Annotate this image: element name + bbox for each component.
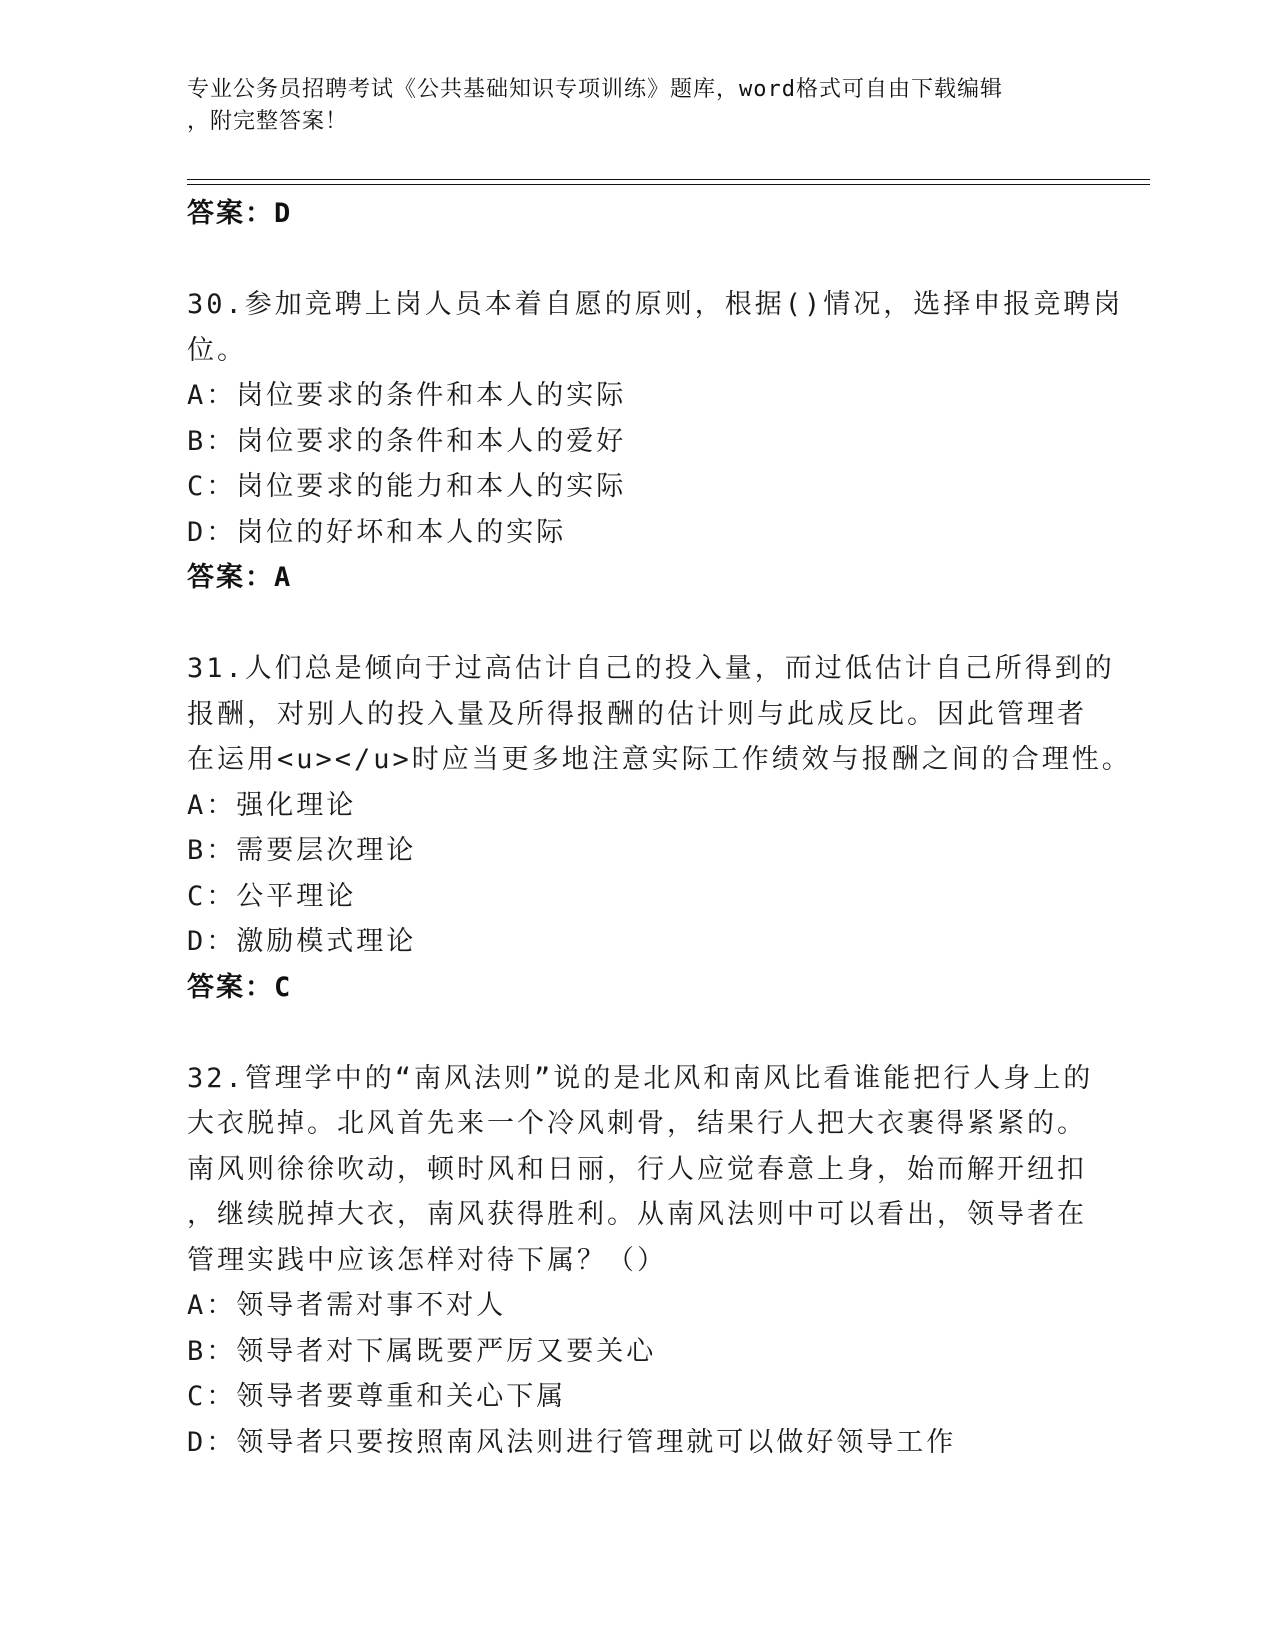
question-30-text-line-2: 位。 xyxy=(187,334,247,366)
question-30-text-line-1: 30.参加竞聘上岗人员本着自愿的原则，根据()情况，选择申报竞聘岗 xyxy=(187,289,1124,320)
question-31-text-line-2: 报酬，对别人的投入量及所得报酬的估计则与此成反比。因此管理者 xyxy=(187,698,1087,730)
question-30-option-b: B：岗位要求的条件和本人的爱好 xyxy=(187,425,627,457)
header-rule-top xyxy=(187,179,1150,180)
document-header xyxy=(187,74,1067,138)
question-32-text-line-3: 南风则徐徐吹动，顿时风和日丽，行人应觉春意上身，始而解开纽扣 xyxy=(187,1153,1087,1185)
question-32-text-line-5: 管理实践中应该怎样对待下属？（） xyxy=(187,1244,667,1276)
header-line-2: ，附完整答案！ xyxy=(187,109,349,134)
answer-30: 答案：A xyxy=(187,562,293,593)
question-32-text-line-2: 大衣脱掉。北风首先来一个冷风刺骨，结果行人把大衣裹得紧紧的。 xyxy=(187,1108,1087,1139)
question-32-text-line-4: ，继续脱掉大衣，南风获得胜利。从南风法则中可以看出，领导者在 xyxy=(187,1199,1087,1230)
question-32-option-a: A：领导者需对事不对人 xyxy=(187,1290,507,1321)
question-30 xyxy=(187,282,1124,601)
question-32-text-line-1: 32.管理学中的“南风法则”说的是北风和南风比看谁能把行人身上的 xyxy=(187,1062,1094,1094)
question-32-option-b: B：领导者对下属既要严厉又要关心 xyxy=(187,1335,657,1367)
header-line-1: 专业公务员招聘考试《公共基础知识专项训练》题库，word格式可自由下载编辑 xyxy=(187,77,1003,102)
question-31-option-d: D：激励模式理论 xyxy=(187,926,417,957)
question-30-option-c: C：岗位要求的能力和本人的实际 xyxy=(187,471,627,502)
question-31-option-a: A：强化理论 xyxy=(187,789,357,821)
header-rule-bottom xyxy=(187,184,1150,185)
question-30-option-d: D：岗位的好坏和本人的实际 xyxy=(187,516,567,548)
answer-29: 答案：D xyxy=(187,198,293,229)
document-body xyxy=(187,191,1132,1465)
answer-31: 答案：C xyxy=(187,971,293,1003)
question-32-option-c: C：领导者要尊重和关心下属 xyxy=(187,1381,567,1412)
question-31-text-line-3: 在运用<u></u>时应当更多地注意实际工作绩效与报酬之间的合理性。 xyxy=(187,744,1132,775)
question-31-option-c: C：公平理论 xyxy=(187,880,357,912)
question-32 xyxy=(187,1056,1094,1466)
question-31-option-b: B：需要层次理论 xyxy=(187,835,417,866)
question-31-text-line-1: 31.人们总是倾向于过高估计自己的投入量，而过低估计自己所得到的 xyxy=(187,653,1115,684)
question-30-option-a: A：岗位要求的条件和本人的实际 xyxy=(187,380,627,411)
question-31 xyxy=(187,646,1132,1010)
question-32-option-d: D：领导者只要按照南风法则进行管理就可以做好领导工作 xyxy=(187,1426,957,1458)
